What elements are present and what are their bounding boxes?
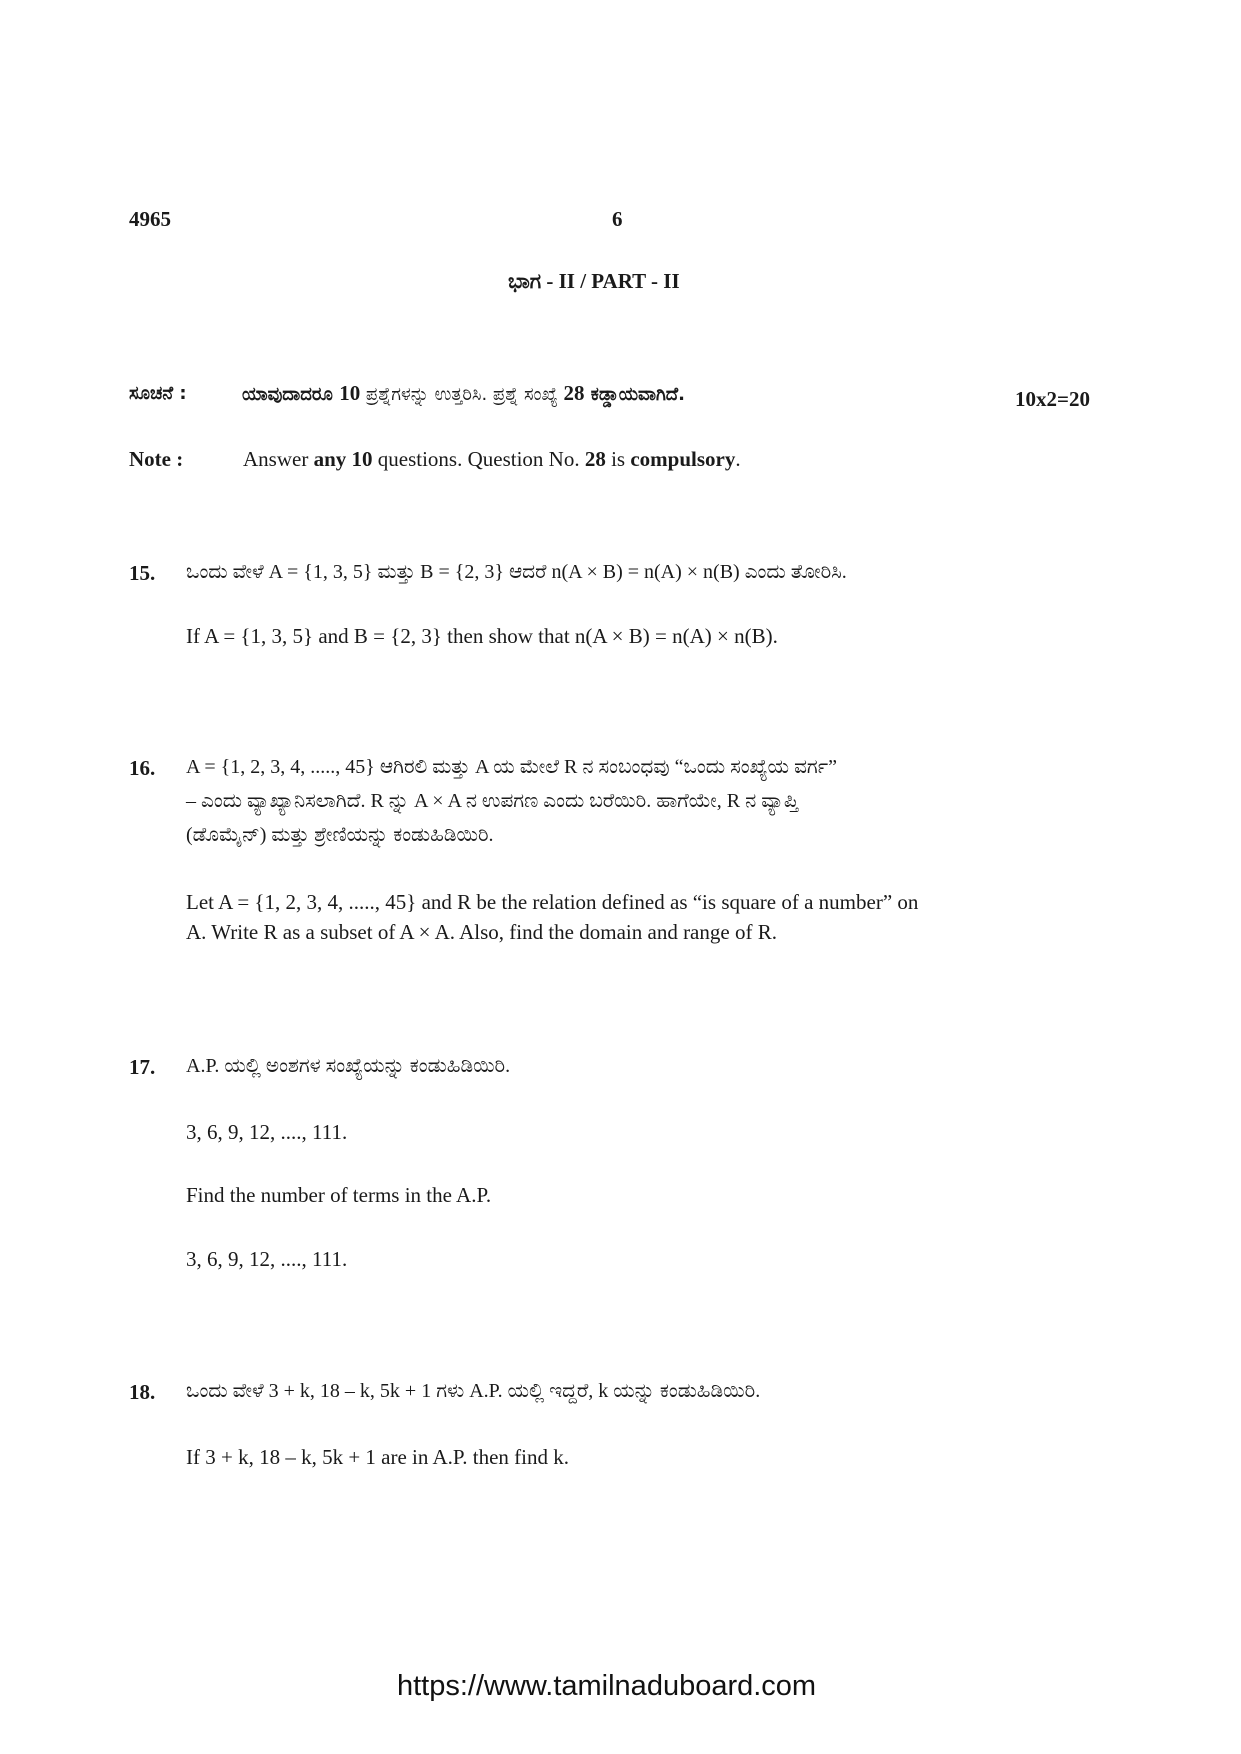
question-17-sequence-english: 3, 6, 9, 12, ...., 111. [186, 1247, 348, 1271]
note-any-10: any 10 [313, 447, 373, 471]
marks-allocation: 10x2=20 [1015, 387, 1090, 411]
question-18-kannada: ಒಂದು ವೇಳೆ 3 + k, 18 – k, 5k + 1 ಗಳು A.P. ಯಲ್ಲಿ ಇದ್ದರೆ, k ಯನ್ನು ಕಂಡುಹಿಡಿಯಿರಿ. [186, 1380, 761, 1402]
note-label: Note : [129, 447, 184, 471]
instruction-kn-num-a: 10 [339, 381, 361, 405]
question-17-number: 17. [129, 1055, 156, 1079]
question-17-english: Find the number of terms in the A.P. [186, 1183, 492, 1207]
question-16-number: 16. [129, 756, 156, 780]
instruction-kn-part-b: ಪ್ರಶ್ನೆಗಳನ್ನು ಉತ್ತರಿಸಿ. ಪ್ರಶ್ನೆ ಸಂಖ್ಯೆ [360, 384, 564, 405]
instruction-kn-part-c: ಕಡ್ಡಾಯವಾಗಿದೆ. [584, 384, 685, 405]
note-part-a: Answer [243, 447, 314, 471]
note-part-e: is [605, 447, 631, 471]
question-16-kannada-line-3: (ಡೊಮೈನ್) ಮತ್ತು ಶ್ರೇಣಿಯನ್ನು ಕಂಡುಹಿಡಿಯಿರಿ. [186, 824, 494, 846]
question-18-number: 18. [129, 1380, 156, 1404]
question-17-sequence-kannada: 3, 6, 9, 12, ...., 111. [186, 1120, 348, 1144]
note-text [243, 447, 741, 472]
page-number: 6 [612, 207, 623, 231]
question-18-english: If 3 + k, 18 – k, 5k + 1 are in A.P. then find k. [186, 1445, 569, 1469]
part-title: ಭಾಗ - II / PART - II [508, 269, 680, 293]
note-period: . [735, 447, 741, 471]
question-17-kannada: A.P. ಯಲ್ಲಿ ಅಂಶಗಳ ಸಂಖ್ಯೆಯನ್ನು ಕಂಡುಹಿಡಿಯಿರಿ. [186, 1055, 511, 1077]
instruction-label-kn: ಸೂಚನೆ : [129, 383, 187, 404]
paper-code: 4965 [129, 207, 171, 231]
question-15-kannada: ಒಂದು ವೇಳೆ A = {1, 3, 5} ಮತ್ತು B = {2, 3} ಆದರೆ n(A × B) = n(A) × n(B) ಎಂದು ತೋರಿಸಿ. [186, 561, 847, 583]
instruction-text-kn [242, 381, 685, 406]
note-compulsory: compulsory [630, 447, 736, 471]
instruction-kn-part-a: ಯಾವುದಾದರೂ [242, 384, 340, 405]
footer-url[interactable]: https://www.tamilnaduboard.com [397, 1670, 817, 1702]
instruction-kn-num-b: 28 [563, 381, 585, 405]
note-question-28: 28 [584, 447, 606, 471]
question-15-number: 15. [129, 561, 156, 585]
question-16-kannada-line-1: A = {1, 2, 3, 4, ....., 45} ಆಗಿರಲಿ ಮತ್ತು A ಯ ಮೇಲೆ R ನ ಸಂಬಂಧವು “ಒಂದು ಸಂಖ್ಯೆಯ ವರ್ಗ” [186, 756, 837, 778]
note-part-c: questions. Question No. [372, 447, 585, 471]
question-16-kannada-line-2: – ಎಂದು ವ್ಯಾಖ್ಯಾನಿಸಲಾಗಿದೆ. R ನ್ನು A × A ನ ಉಪಗಣ ಎಂದು ಬರೆಯಿರಿ. ಹಾಗೆಯೇ, R ನ ವ್ಯಾಪ್ತಿ [186, 790, 799, 812]
question-15-english: If A = {1, 3, 5} and B = {2, 3} then show that n(A × B) = n(A) × n(B). [186, 624, 778, 648]
question-16-english-line-1: Let A = {1, 2, 3, 4, ....., 45} and R be the relation defined as “is square of a number” on [186, 890, 919, 914]
question-16-english-line-2: A. Write R as a subset of A × A. Also, find the domain and range of R. [186, 920, 777, 944]
